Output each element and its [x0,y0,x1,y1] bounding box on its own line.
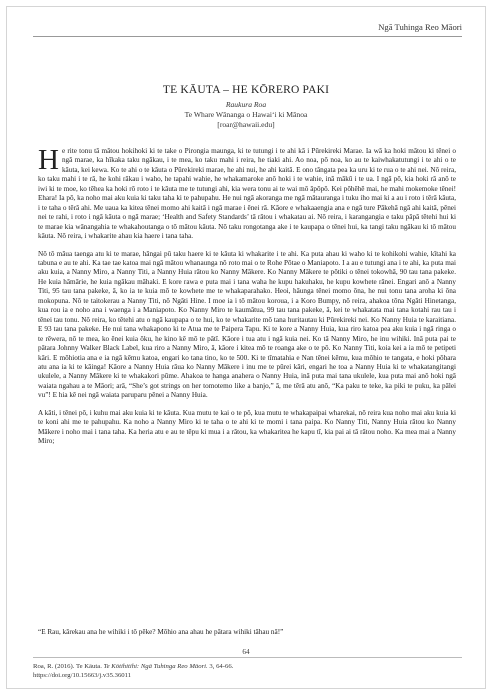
footer-rule [33,657,462,658]
paragraph-3: A kāti, i tēnei pō, i kuhu mai aku kuia ki te kāuta. Kua mutu te kai o te pō, kua mutu te whakapaipai wharekai, nō reira kua noho mai aku kuia ki te koni ahi me te pahupahu. Ka noho a Nanny Miro ki te taha o te ahi ki te momi i tana paipa. Ko Nanny Titi, Nanny Huia rātou ko Nanny Mākere i noho mai i tana taha. Ka heria atu e au te tēpu ki mua i a rātou, ka whakaritea he kapu tī, kia pai ai tā rātou noho. Ka mea mai a Nanny Miro; [38,408,456,446]
citation-prefix: Roa, R. (2016). Te Kāuta. [33,663,102,670]
doi-link[interactable]: https://doi.org/10.15663/j.v35.36011 [33,672,132,679]
paragraph-1-text: e rite tonu tā mātou hokihoki ki te take o Pirongia maunga, ki te tutungi i te ahi kā i Pūrekireki Marae. Ia wā ka hoki mātou ki tēnei o ngā marae, ka hīkaka taku ngākau, i te mea, ko taku mahi i reira, he tiaki ahi. Ao noa, pō noa, ko au te kaiwhakatutungi i te ahi o te kāuta, kei kewa. Ko te ahi o te kāuta o Pūrekireki marae, he ahi nui, he ahi kaitā. E ono tāngata pea ka uru ki te rua o te ahi nei. Nō reira, ko taku mahi i te rā, he kohi rākau i waho, he tapahi wahie, he whakamaroke anō hoki i te wahie, inā mākū i te ua. I ngā pō, kia hoki rā anō te iwi ki te moe, ko tēhea ka hoki rō roto i te kāuta me te tutungi ahi, kia wera tonu ai te wai mō āpōpō. Kei pōhēhē mai, he mahi mokemoke tēnei! Ehara! Ia pō, ka noho mai aku kuia ki taku taha ki te pahupahu. He nui ngā akoranga me ngā mātauranga i tuku iho mai ki a au i roto i tērā kāuta, i te taha o tērā ahi. Me uaua ka kitea tēnei momo ahi kaitā i ngā marae i ēnei rā. Kāore e whakaaengia ana e ngā ture Pākehā ngā ahi kaitā, pēnei nei te rahi, i roto i ngā kāuta o ngā marae; ‘Health and Safety Standards’ tā rātou i whakatau ai. Nō reira, i karangangia e taku pāpā tētehi hui ki te marae kia wānangahia te whakahoutanga o tō mātou kāuta. Nō taku rongotanga ake i te kaupapa o tēnei hui, ka tangi taku ngākau ki tō mātou kāuta. Nō reira, i whakarite ahau kia haere i tana taha. [38,147,456,241]
paragraph-2: Nō tō māua taenga atu ki te marae, hāngai pū taku haere ki te kāuta ki whakarite i te ahi. Ka puta ahau ki waho ki te kohikohi wahie, kītahi ka tabuna e au te ahi. Ka tae tae katoa mai ngā mātou whanaunga nō roto mai o te Rohe Pōtae o Maniapoto. I a au e tutungi ana i te ahi, ka puta mai aku kuia, a Nanny Miro, a Nanny Titi, a Nanny Huia rātou ko Nanny Mākere. Ko Nanny Mākere te pōtiki o tēnei tokowhā, 90 tau tana pakeke. He kuia hāmārie, he kuia ngākau māhaki. E kore rawa e puta mai i tana waha he kupu hakuhaku, he kupu kowhete rānei. Engari anō a Nanny Titi, 95 tau tana pakeke, ā, ko ia te kuia mō te kowhete me te whakaparahako. Heoi, hāunga tēnei momo ōna, he nui tonu tana aroha ki ōna mokopuna. Nō te taitokerau a Nanny Titi, nō Ngāti Hine. I moe ia i tō mātou koroua, i a Koro Bumpy, nō reira, ahakoa tōna Ngāti Hinetanga, kua rou ia e noho ana i waenga i a Maniapoto. Ko Nanny Miro te kaumātua, 99 tau tana pakeke, ā, kei te whakatata mai tana kotahi rau tau i tēnei tau tonu. Nō reira, ko tētehi atu o ngā kaupapa o te hui, ko te whakarite mō tana huritautau ki Pūrekireki nei. Ko Nanny Huia te karaitiana. E 93 tau tana pakeke. He nui tana whakapono ki te Atua me te Paipera Tapu. Ki te kore a Nanny Huia, kua riro katoa pea aku kuia i ngā ringa o te rēwera, nō te mea, ko ēnei kuia ōku, he kino kē mō te pātī. Kāore i tua atu i ngā kuia nei. Ko tā Nanny Miro, he inu wihiki. Inā puta pai te pātara Johnny Walker Black Label, kua riro a Nanny Miro, ā, kāore i kitea mō te roanga ake o te pō. Ko Nanny Titi, koia kei a ia mō te petipeti kāri. E mōhiotia ana e ia ngā kēmu katoa, engari ko tana tino, ko te 500. Ki te tīmatahia e Nan tēnei kēmu, kua mōhio te tangata, e hoki pōhara atu ana ia ki te kāinga! Kāore a Nanny Huia rāua ko Nanny Mākere i inu me te pūrei kāri, engari he toa a Nanny Huia ki te whakatangitangi ukulele, a Nanny Mākere ki te whakakori pūme. Ahakoa te hanga anahera o Nanny Huia, inā puta mai tana ukulele, kua puta mai anō hoki ngā waiata ngahau a te Māori; arā, “She’s got strings on her tomotemo like a banjo,” ā, me tērā atu anō, “Ka paku te teke, ka piki te puku, ka pālei vu”! E hia kē nei ngā waiata paruparu pēnei a Nanny Huia. [38,249,456,400]
dialogue-quote: “E Rau, kārekau ana he wihiki i tō pēke? Mōhio ana ahau he pātara wihiki tāhau nā!” [38,628,284,636]
citation [33,662,233,680]
author-email: [roar@hawaii.edu] [217,120,275,129]
header-rule [33,36,462,37]
article-body [38,144,456,455]
running-header: Ngā Tuhinga Reo Māori [378,22,462,32]
citation-suffix: 3, 64-66. [209,663,234,670]
drop-cap: H [38,144,59,176]
article-title: TE KĀUTA – HE KŌRERO PAKI [162,84,330,96]
citation-journal: Te Kōtihitihi: Ngā Tuhinga Reo Māori. [103,663,208,670]
paragraph-1 [38,144,456,242]
author-affiliation: Te Whare Wānanga o Hawaiʻi ki Mānoa [184,110,308,119]
page-number: 64 [242,648,250,656]
author-name: Raukura Roa [225,100,267,109]
